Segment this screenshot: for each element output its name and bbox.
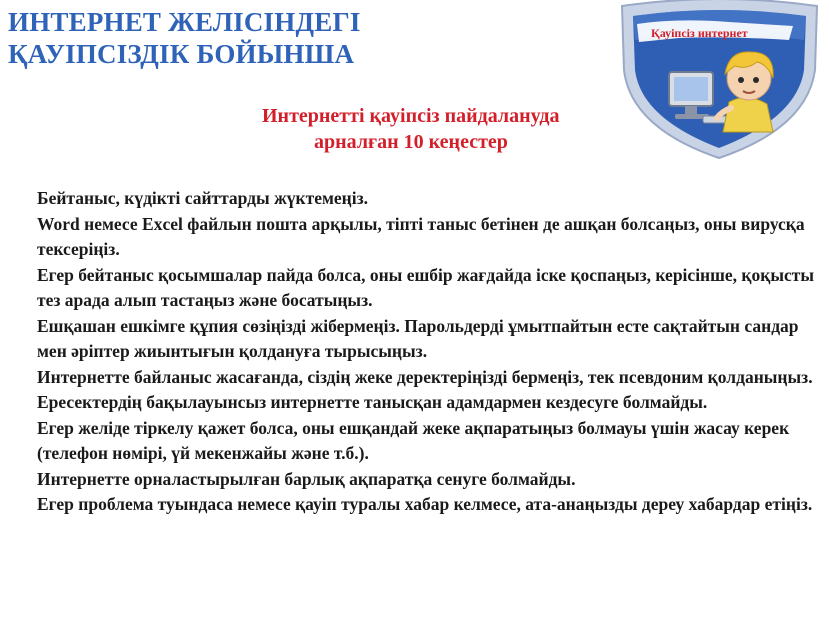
safe-internet-logo [617, 0, 822, 160]
page-title [8, 6, 361, 70]
list-item: Word немесе Excel файлын пошта арқылы, тіпті таныс бетінен де ашқан болсаңыз, оны вирусқа тексеріңіз. [37, 213, 805, 259]
list-item: Егер бейтаныс қосымшалар пайда болса, оны ешбір жағдайда іске қоспаңыз, керісінше, қоқысты тез арада алып тастаңыз және босатыңыз. [37, 264, 815, 310]
list-item: Ешқашан ешкімге құпия сөзіңізді жібермеңіз. Парольдерді ұмытпайтын есте сақтайтын сандар мен әріптер жиынтығын қолдануға тырысыңыз. [37, 315, 799, 361]
list-item: Егер желіде тіркелу қажет болса, оны ешқандай жеке ақпаратыңыз болмауы үшін жасау керек (телефон нөмірі, үй мекенжайы және т.б.). [37, 417, 790, 463]
page-title-line-1: ИНТЕРНЕТ ЖЕЛІСІНДЕГІ [8, 7, 361, 37]
list-item: Ересектердің бақылауынсыз интернетте танысқан адамдармен кездесуге болмайды. [37, 392, 708, 412]
section-subtitle [262, 103, 622, 155]
page-title-line-2: ҚАУІПСІЗДІК БОЙЫНША [8, 39, 355, 69]
list-item: Интернетте орналастырылған барлық ақпаратқа сенуге болмайды. [37, 468, 576, 489]
subtitle-line-2: арналған 10 кеңестер [314, 131, 508, 153]
safety-tips-list [30, 186, 820, 518]
list-item: Бейтаныс, күдікті сайттарды жүктемеңіз. [37, 188, 368, 208]
list-item: Егер проблема туындаса немесе қауіп туралы хабар келмесе, ата-анаңызды дереу хабардар етіңіз. [37, 494, 813, 514]
subtitle-line-1: Интернетті қауіпсіз пайдалануда [262, 105, 560, 127]
list-item: Интернетте байланыс жасағанда, сіздің жеке деректеріңізді бермеңіз, тек псевдоним қолданыңыз. [37, 366, 813, 387]
logo-badge-text: Қауіпсіз интернет [651, 26, 748, 40]
shield-logo-icon [617, 0, 822, 160]
